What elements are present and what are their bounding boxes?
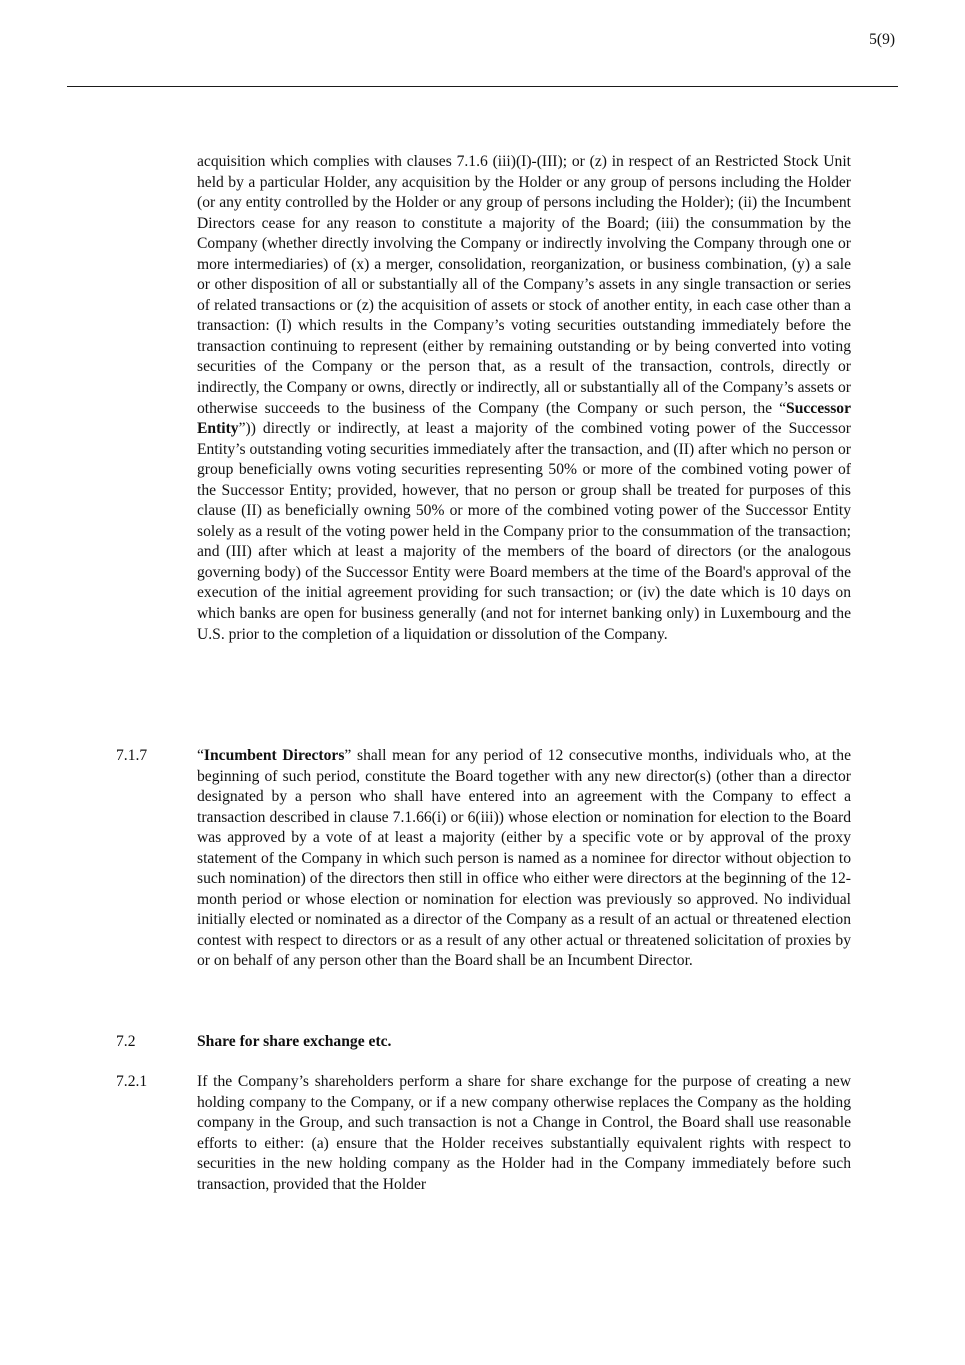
clause-7-2-1-paragraph: If the Company’s shareholders perform a share for share exchange for the purpose of creating a new holding company to the Company, or if a new company otherwise replaces the Company as the holding company in the Group, and such transaction is not a Change in Control, the Board shall use reasonable efforts to either: (a) ensure that the Holder receives substantially equivalent rights with respect to securities in the new holding company as the Holder had in the Company immediately before such transaction, provided that the Holder	[197, 1073, 851, 1193]
clause-number-7-1-7: 7.1.7	[116, 747, 148, 764]
clause-number-7-2: 7.2	[116, 1033, 136, 1050]
page-number: 5(9)	[869, 31, 895, 48]
clause-7-1-7-paragraph	[197, 746, 851, 972]
header-divider	[67, 86, 898, 87]
clause-7-1-7-text: ” shall mean for any period of 12 consecutive months, individuals who, at the beginning of such period, constitute the Board together with any new director(s) (other than a director designated by a person who shall have entered into an agreement with the Company to effect a transaction described in clause 7.1.66(i) or 6(iii)) whose election or nomination for election to the Board was approved by a vote of at least a majority (either by a specific vote or by approval of the proxy statement of the Company in which such person is named as a nominee for director without objection to such nomination) of the directors then still in office who either were directors at the beginning of the 12-month period or whose election or nomination for election was previously so approved. No individual initially elected or nominated as a director of the Company as a result of an actual or threatened election contest with respect to directors or as a result of any other actual or threatened solicitation of proxies by or on behalf of any person other than the Board shall be an Incumbent Director.	[197, 747, 851, 970]
section-heading-7-2: Share for share exchange etc.	[197, 1033, 392, 1050]
open-quote: “	[197, 747, 204, 764]
defined-term-incumbent-directors: Incumbent Directors	[203, 747, 345, 764]
clause-number-7-2-1: 7.2.1	[116, 1073, 148, 1090]
continued-paragraph-text-1: acquisition which complies with clauses 7.1.6 (iii)(I)-(III); or (z) in respect of an Restricted Stock Unit held by a particular Holder, any acquisition by the Holder or any group of persons including the Holder (or any entity controlled by the Holder or any group of persons including the Holder); (ii) the Incumbent Directors cease for any reason to constitute a majority of the Board; (iii) the consummation by the Company (whether directly involving the Company or indirectly involving the Company through one or more intermediaries) of (x) a merger, consolidation, reorganization, or business combination, (y) a sale or other disposition of all or substantially all of the Company’s assets in any single transaction or series of related transactions or (z) the acquisition of assets or stock of another entity, in each case other than a transaction: (I) which results in the Company’s voting securities outstanding immediately before the transaction continuing to represent (either by remaining outstanding or by being converted into voting securities of the Company or the person that, as a result of the transaction, controls, directly or indirectly, the Company or owns, directly or indirectly, all or substantially all of the Company’s assets or otherwise succeeds to the business of the Company (the Company or such person, the “	[197, 153, 851, 417]
continued-paragraph-text-2: ”)) directly or indirectly, at least a majority of the combined voting power of the Successor Entity’s outstanding voting securities immediately after the transaction, and (II) after which no person or group beneficially owns voting securities representing 50% or more of the combined voting power of the Successor Entity; provided, however, that no person or group shall be treated for purposes of this clause (II) as beneficially owning 50% or more of the combined voting power of the Successor Entity solely as a result of the voting power held in the Company prior to the consummation of the transaction; and (III) after which at least a majority of the members of the board of directors (or the analogous governing body) of the Successor Entity were Board members at the time of the Board's approval of the execution of the initial agreement providing for such transaction; or (iv) the date which is 10 days on which banks are open for business generally (and not for internet banking only) in Luxembourg and the U.S. prior to the completion of a liquidation or dissolution of the Company.	[197, 420, 851, 643]
defined-term-successor-entity: Successor Entity	[197, 399, 851, 438]
continued-paragraph	[197, 152, 851, 645]
